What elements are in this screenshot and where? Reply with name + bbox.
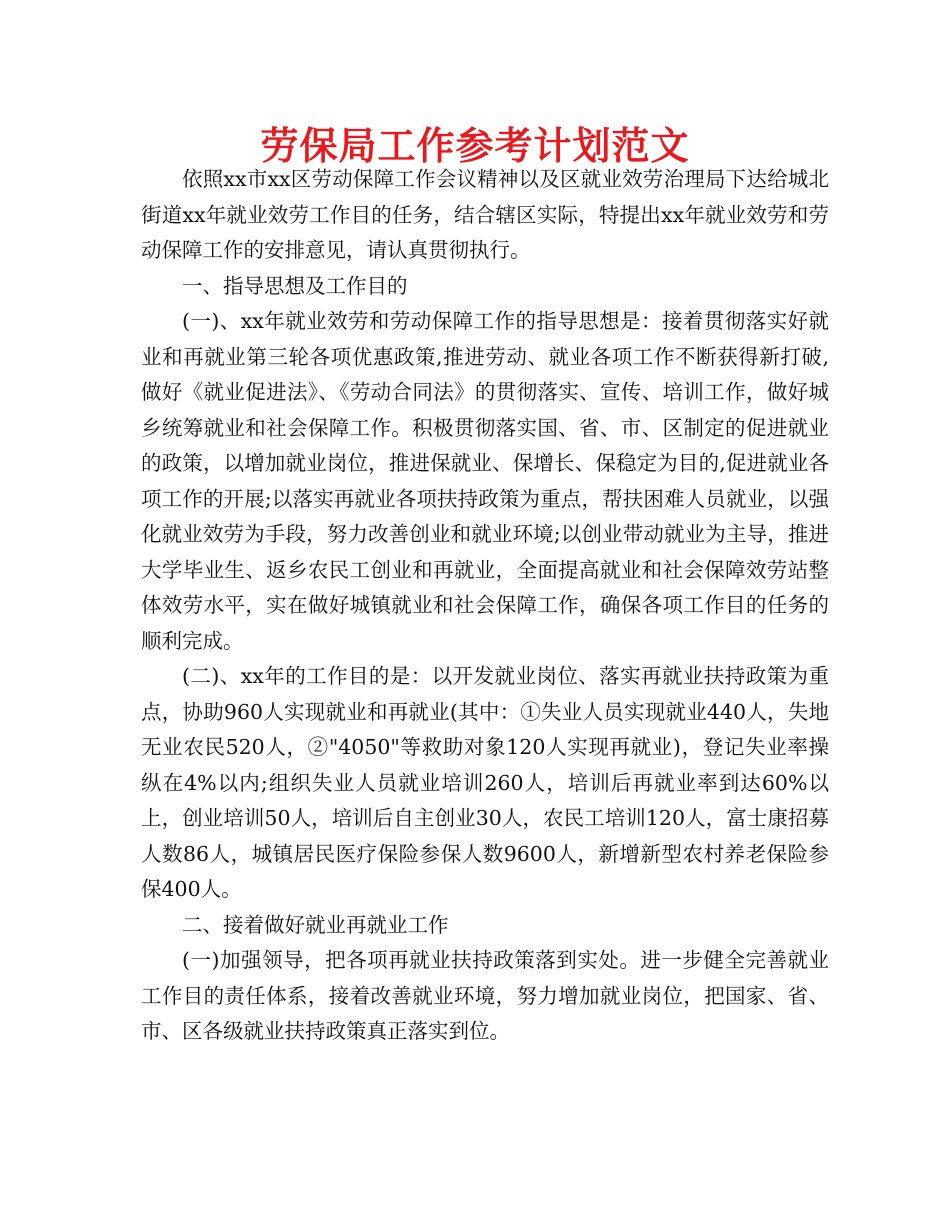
paragraph-guiding-ideology: (一)、xx年就业效劳和劳动保障工作的指导思想是：接着贯彻落实好就业和再就业第三轮各项优惠政策,推进劳动、就业各项工作不断获得新打破,做好《就业促进法》、《劳动合同法》的贯彻落实、宣传、培训工作，做好城乡统筹就业和社会保障工作。积极贯彻落实国、省、市、区制定的促进就业的政策，以增加就业岗位，推进保就业、保增长、保稳定为目的,促进就业各项工作的开展;以落实再就业各项扶持政策为重点，帮扶困难人员就业，以强化就业效劳为手段，努力改善创业和就业环境;以创业带动就业为主导，推进大学毕业生、返乡农民工创业和再就业，全面提高就业和社会保障效劳站整体效劳水平，实在做好城镇就业和社会保障工作，确保各项工作目的任务的顺利完成。 [141,309,829,653]
paragraph-work-targets: (二)、xx年的工作目的是：以开发就业岗位、落实再就业扶持政策为重点，协助960人实现就业和再就业(其中：①失业人员实现就业440人，失地无业农民520人，②"4050"等救助对象120人实现再就业)，登记失业率操纵在4%以内;组织失业人员就业培训260人，培训后再就业率到达60%以上，创业培训50人，培训后自主创业30人，农民工培训120人，富士康招募人数86人，城镇居民医疗保险参保人数9600人，新增新型农村养老保险参保400人。 [141,664,829,901]
paragraph-intro: 依照xx市xx区劳动保障工作会议精神以及区就业效劳治理局下达给城北街道xx年就业效劳工作目的任务，结合辖区实际，特提出xx年就业效劳和劳动保障工作的安排意见，请认真贯彻执行。 [141,167,829,262]
document-title: 劳保局工作参考计划范文 [260,124,690,168]
section-heading-1: 一、指导思想及工作目的 [182,273,408,298]
section-heading-2: 二、接着做好就业再就业工作 [182,912,449,937]
document-body [141,162,829,1050]
paragraph-strengthen-leadership: (一)加强领导，把各项再就业扶持政策落到实处。进一步健全完善就业工作目的责任体系，接着改善就业环境，努力增加就业岗位，把国家、省、市、区各级就业扶持政策真正落实到位。 [141,948,829,1043]
